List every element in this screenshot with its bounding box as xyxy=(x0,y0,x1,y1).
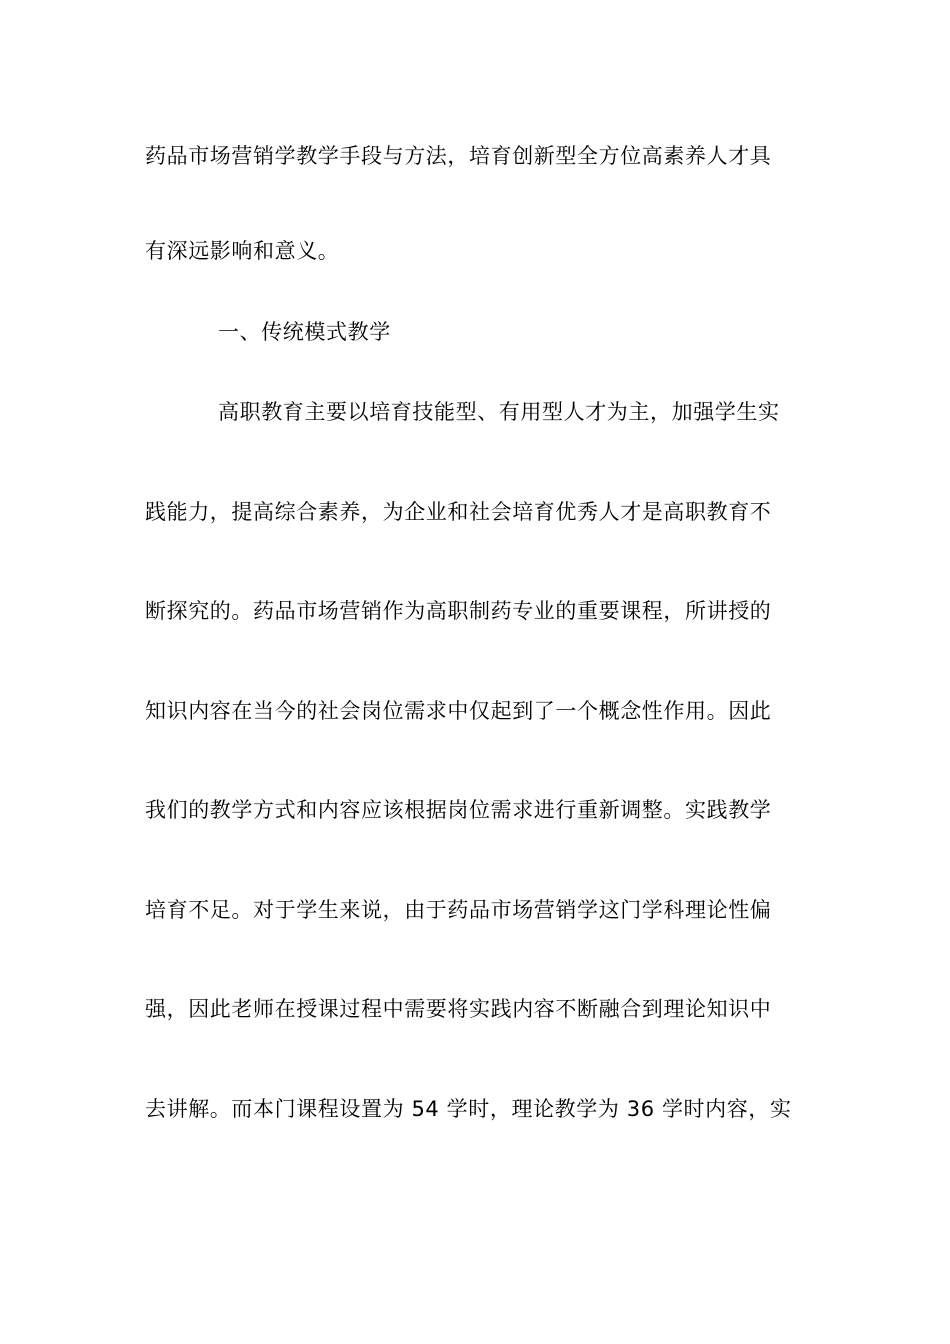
paragraph-line: 强，因此老师在授课过程中需要将实践内容不断融合到理论知识中 xyxy=(145,997,772,1021)
paragraph-line: 知识内容在当今的社会岗位需求中仅起到了一个概念性作用。因此 xyxy=(145,699,772,723)
paragraph-line: 践能力，提高综合素养，为企业和社会培育优秀人才是高职教育不 xyxy=(145,500,772,524)
paragraph-line: 我们的教学方式和内容应该根据岗位需求进行重新调整。实践教学 xyxy=(145,798,772,822)
paragraph-line: 断探究的。药品市场营销作为高职制药专业的重要课程，所讲授的 xyxy=(145,599,772,623)
paragraph-line: 有深远影响和意义。 xyxy=(145,239,340,263)
section-heading: 一、传统模式教学 xyxy=(218,320,391,344)
paragraph-line: 培育不足。对于学生来说，由于药品市场营销学这门学科理论性偏 xyxy=(145,898,772,922)
paragraph-line: 去讲解。而本门课程设置为 54 学时，理论教学为 36 学时内容，实 xyxy=(145,1097,792,1121)
paragraph-line: 高职教育主要以培育技能型、有用型人才为主，加强学生实 xyxy=(218,400,780,424)
paragraph-line: 药品市场营销学教学手段与方法，培育创新型全方位高素养人才具 xyxy=(145,144,772,168)
